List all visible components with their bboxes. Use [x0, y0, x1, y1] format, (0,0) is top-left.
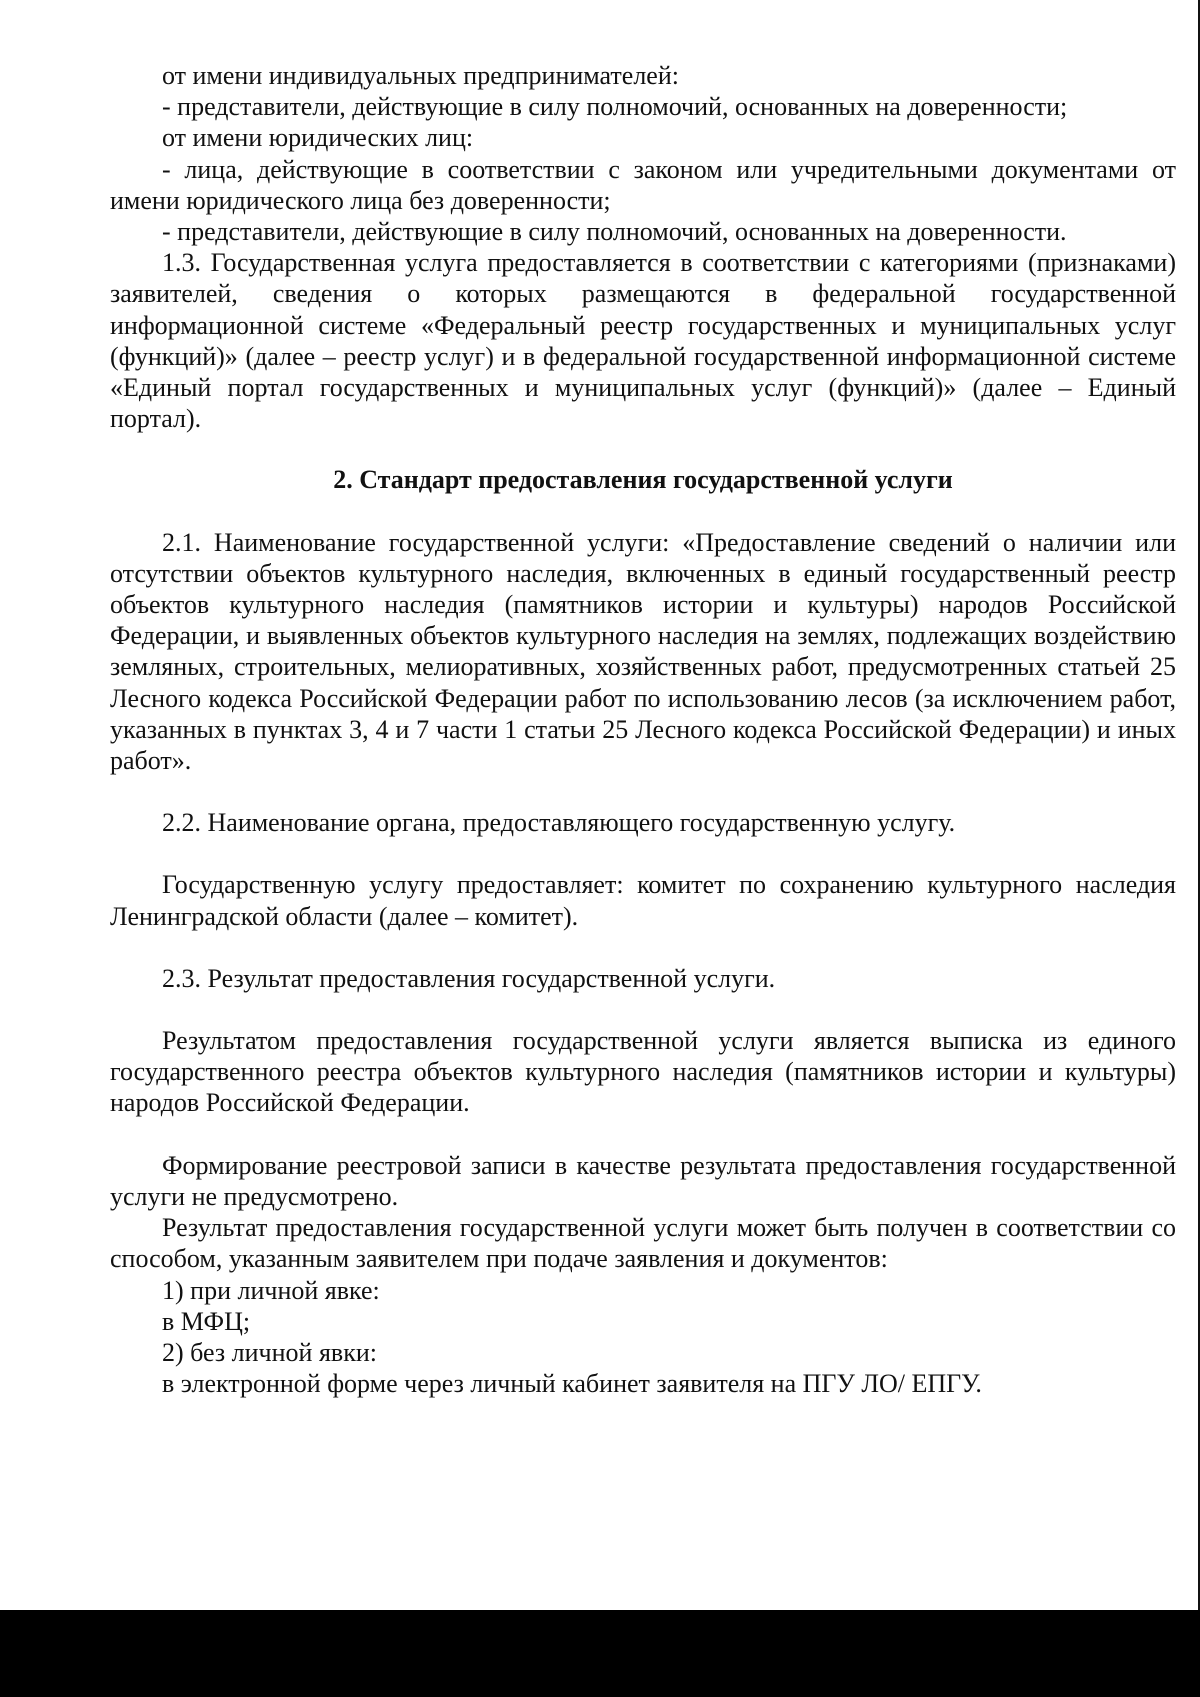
paragraph-2-3-body: Результатом предоставления государственной услуги является выписка из единого государственного реестра объектов культурного наследия (памятников истории и культуры) народов Российской Федерации. [110, 1026, 1176, 1118]
list-item-way-1-detail: в МФЦ; [162, 1306, 251, 1336]
paragraph-legal-entities: от имени юридических лиц: [162, 123, 474, 153]
list-item-way-1: 1) при личной явке: [162, 1275, 380, 1305]
list-item-way-2: 2) без личной явки: [162, 1337, 377, 1367]
paragraph-2-1: 2.1. Наименование государственной услуги: «Предоставление сведений о наличии или отсутствии объектов культурного наследия, включенных в единый государственный реестр объектов культурного наследия (памятников истории и культуры) народов Российской Федерации, и выявленных объектов культурного наследия на землях, подлежащих воздействию земляных, строительных, мелиоративных, хозяйственных работ, предусмотренных статьей 25 Лесного кодекса Российской Федерации работ по использованию лесов (за исключением работ, указанных в пунктах 3, 4 и 7 части 1 статьи 25 Лесного кодекса Российской Федерации) и иных работ». [110, 527, 1176, 776]
paragraph-2-2-body: Государственную услугу предоставляет: комитет по сохранению культурного наследия Ленинградской области (далее – комитет). [110, 870, 1176, 931]
paragraph-result-ways: Результат предоставления государственной услуги может быть получен в соответствии со способом, указанным заявителем при подаче заявления и документов: [110, 1213, 1176, 1274]
paragraph-representatives-ie: - представители, действующие в силу полномочий, основанных на доверенности; [162, 92, 1068, 122]
paragraph-2-3: 2.3. Результат предоставления государственной услуги. [162, 963, 776, 993]
paragraph-registry-record: Формирование реестровой записи в качестве результата предоставления государственной услуги не предусмотрено. [110, 1150, 1176, 1211]
paragraph-representatives-le: - представители, действующие в силу полномочий, основанных на доверенности. [162, 217, 1067, 247]
document-text [110, 60, 1176, 1399]
section-2-heading: 2. Стандарт предоставления государственной услуги [333, 465, 953, 495]
paragraph-persons-by-law: - лица, действующие в соответствии с законом или учредительными документами от имени юридического лица без доверенности; [110, 154, 1176, 215]
paragraph-individual-entrepreneurs: от имени индивидуальных предпринимателей: [162, 61, 679, 90]
list-item-way-2-detail: в электронной форме через личный кабинет заявителя на ПГУ ЛО/ ЕПГУ. [162, 1369, 982, 1399]
paragraph-2-2: 2.2. Наименование органа, предоставляющего государственную услугу. [162, 808, 956, 838]
scan-bottom-margin [0, 1610, 1200, 1697]
paragraph-1-3: 1.3. Государственная услуга предоставляется в соответствии с категориями (признаками) заявителей, сведения о которых размещаются в федеральной государственной информационной системе «Федеральный реестр государственных и муниципальных услуг (функций)» (далее – реестр услуг) и в федеральной государственной информационной системе «Единый портал государственных и муниципальных услуг (функций)» (далее – Единый портал). [110, 248, 1176, 434]
